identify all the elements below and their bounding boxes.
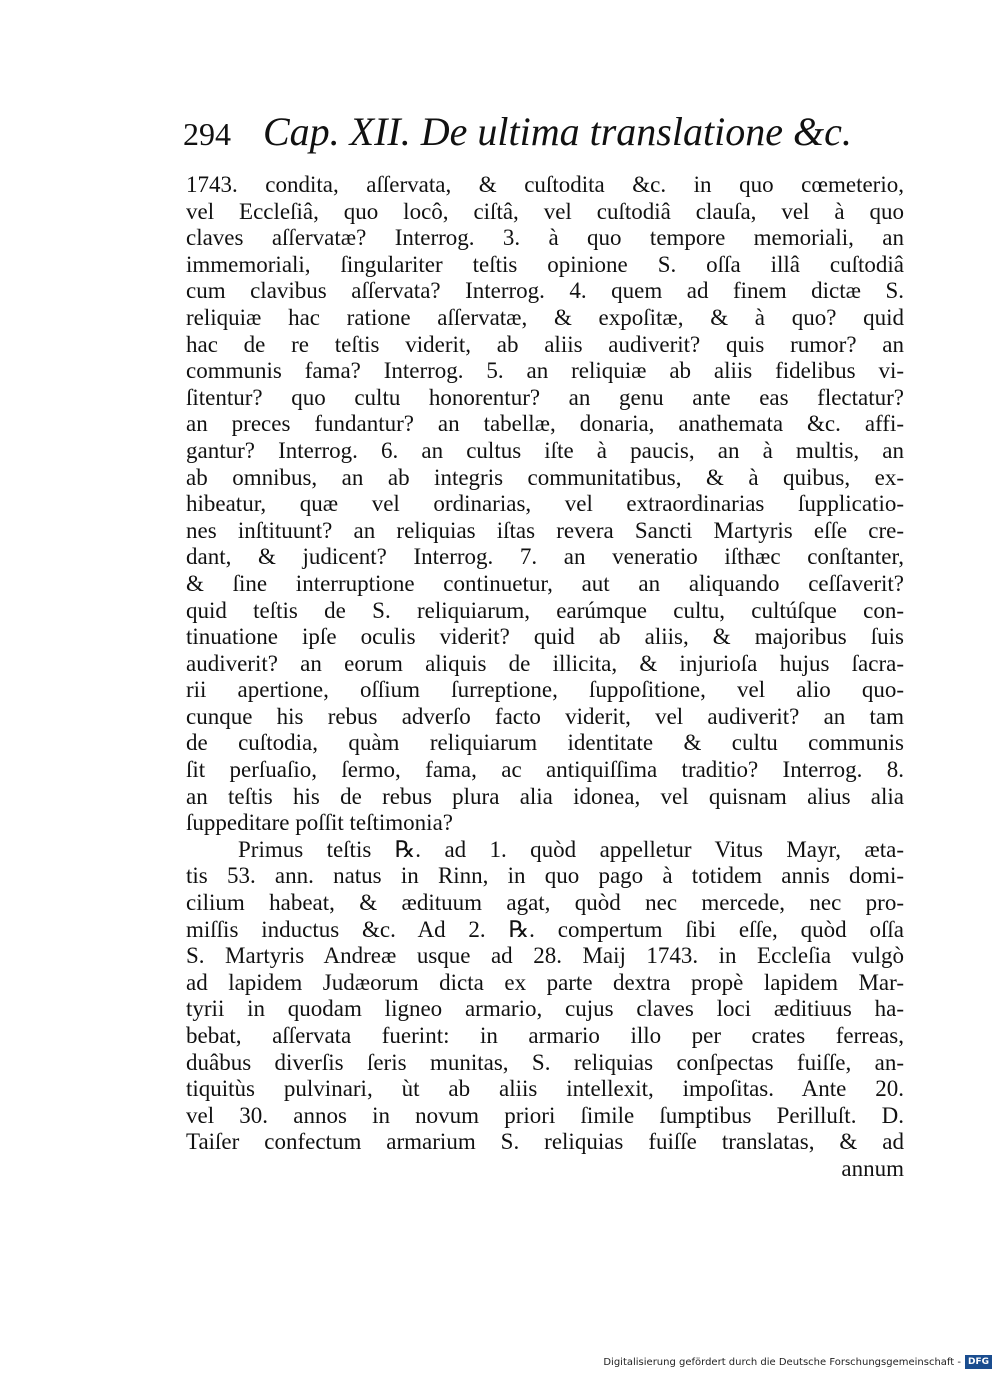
text-line: 1743. condita, aſſervata, & cuſtodita &c. in quo cœmeterio, xyxy=(186,172,904,197)
text-line: duâbus diverſis ſeris munitas, S. reliquias conſpectas fuiſſe, an- xyxy=(186,1049,904,1075)
text-line: immemoriali, ſingulariter teſtis opinione S. oſſa illâ cuſtodiâ xyxy=(186,251,904,277)
text-line: Taiſer confectum armarium S. reliquias fuiſſe translatas, & ad xyxy=(186,1129,904,1155)
text-line: miſſis inductus &c. Ad 2. ℞. compertum ſibi eſſe, quòd oſſa xyxy=(186,916,904,942)
digitization-credit xyxy=(603,1354,992,1370)
text-line: ſuppeditare poſſit teſtimonia? xyxy=(186,810,453,836)
text-line: ſit perſuaſio, ſermo, fama, ac antiquiſſima traditio? Interrog. 8. xyxy=(186,757,904,783)
text-line: ab omnibus, an ab integris communitatibus, & à quibus, ex- xyxy=(186,464,904,490)
text-line: ſitentur? quo cultu honorentur? an genu ante eas flectatur? xyxy=(186,384,904,410)
text-line: & ſine interruptione continuetur, aut an aliquando ceſſaverit? xyxy=(186,570,904,596)
text-line: nes inſtituunt? an reliquias iſtas revera Sancti Martyris eſſe cre- xyxy=(186,517,904,543)
running-title: Cap. XII. De ultima translatione &c. xyxy=(263,109,852,154)
text-line: audiverit? an eorum aliquis de illicita, & injurioſa hujus ſacra- xyxy=(186,650,904,676)
text-line: dant, & judicent? Interrog. 7. an veneratio iſthæc conſtanter, xyxy=(186,544,904,570)
text-line: communis fama? Interrog. 5. an reliquiæ ab aliis fidelibus vi- xyxy=(186,358,904,384)
text-line: ad lapidem Judæorum dicta ex parte dextra propè lapidem Mar- xyxy=(186,969,904,995)
body-text xyxy=(186,172,904,1183)
text-line: cum clavibus aſſervata? Interrog. 4. quem ad finem dictæ S. xyxy=(186,278,904,304)
text-line: Primus teſtis ℞. ad 1. quòd appelletur Vitus Mayr, æta- xyxy=(238,836,904,862)
text-line: cunque his rebus adverſo facto viderit, vel audiverit? an tam xyxy=(186,703,904,729)
text-line: an preces fundantur? an tabellæ, donaria, anathemata &c. affi- xyxy=(186,411,904,437)
text-line: rii apertione, oſſium ſurreptione, ſuppoſitione, vel alio quo- xyxy=(186,677,904,703)
text-line: bebat, aſſervata fuerint: in armario illo per crates ferreas, xyxy=(186,1023,904,1048)
text-line: quid teſtis de S. reliquiarum, earúmque cultu, cultúſque con- xyxy=(186,597,904,623)
text-line: tiquitùs pulvinari, ùt ab aliis intellexit, impoſitas. Ante 20. xyxy=(186,1076,904,1102)
text-line: claves aſſervatæ? Interrog. 3. à quo tempore memoriali, an xyxy=(186,225,904,251)
dfg-logo: DFG xyxy=(965,1355,992,1369)
text-line: an teſtis his de rebus plura alia idonea, vel quisnam alius alia xyxy=(186,783,904,809)
page-number: 294 xyxy=(183,116,231,152)
credit-text: Digitalisierung gefördert durch die Deutsche Forschungsgemeinschaft - xyxy=(603,1356,961,1368)
text-line: gantur? Interrog. 6. an cultus iſte à paucis, an à multis, an xyxy=(186,437,904,463)
text-line: tinuatione ipſe oculis viderit? quid ab aliis, & majoribus ſuis xyxy=(186,624,904,650)
text-line: tis 53. ann. natus in Rinn, in quo pago à totidem annis domi- xyxy=(186,863,904,889)
text-line: hac de re teſtis viderit, ab aliis audiverit? quis rumor? an xyxy=(186,331,904,357)
text-line: vel Eccleſiâ, quo locô, ciſtâ, vel cuſtodiâ clauſa, vel à quo xyxy=(186,198,904,224)
text-line: de cuſtodia, quàm reliquiarum identitate & cultu communis xyxy=(186,730,904,756)
text-line: S. Martyris Andreæ usque ad 28. Maij 1743. in Eccleſia vulgò xyxy=(186,943,904,969)
text-line: vel 30. annos in novum priori ſimile ſumptibus Perilluſt. D. xyxy=(186,1102,904,1128)
text-line: tyrii in quodam ligneo armario, cujus claves loci æditiuus ha- xyxy=(186,996,904,1022)
page-header xyxy=(183,108,903,162)
text-line: reliquiæ hac ratione aſſervatæ, & expoſitæ, & à quo? quid xyxy=(186,304,904,330)
catchword: annum xyxy=(841,1155,904,1181)
text-line: cilium habeat, & ædituum agat, quòd nec mercede, nec pro- xyxy=(186,890,904,916)
text-line: hibeatur, quæ vel ordinarias, vel extraordinarias ſupplicatio- xyxy=(186,491,904,517)
